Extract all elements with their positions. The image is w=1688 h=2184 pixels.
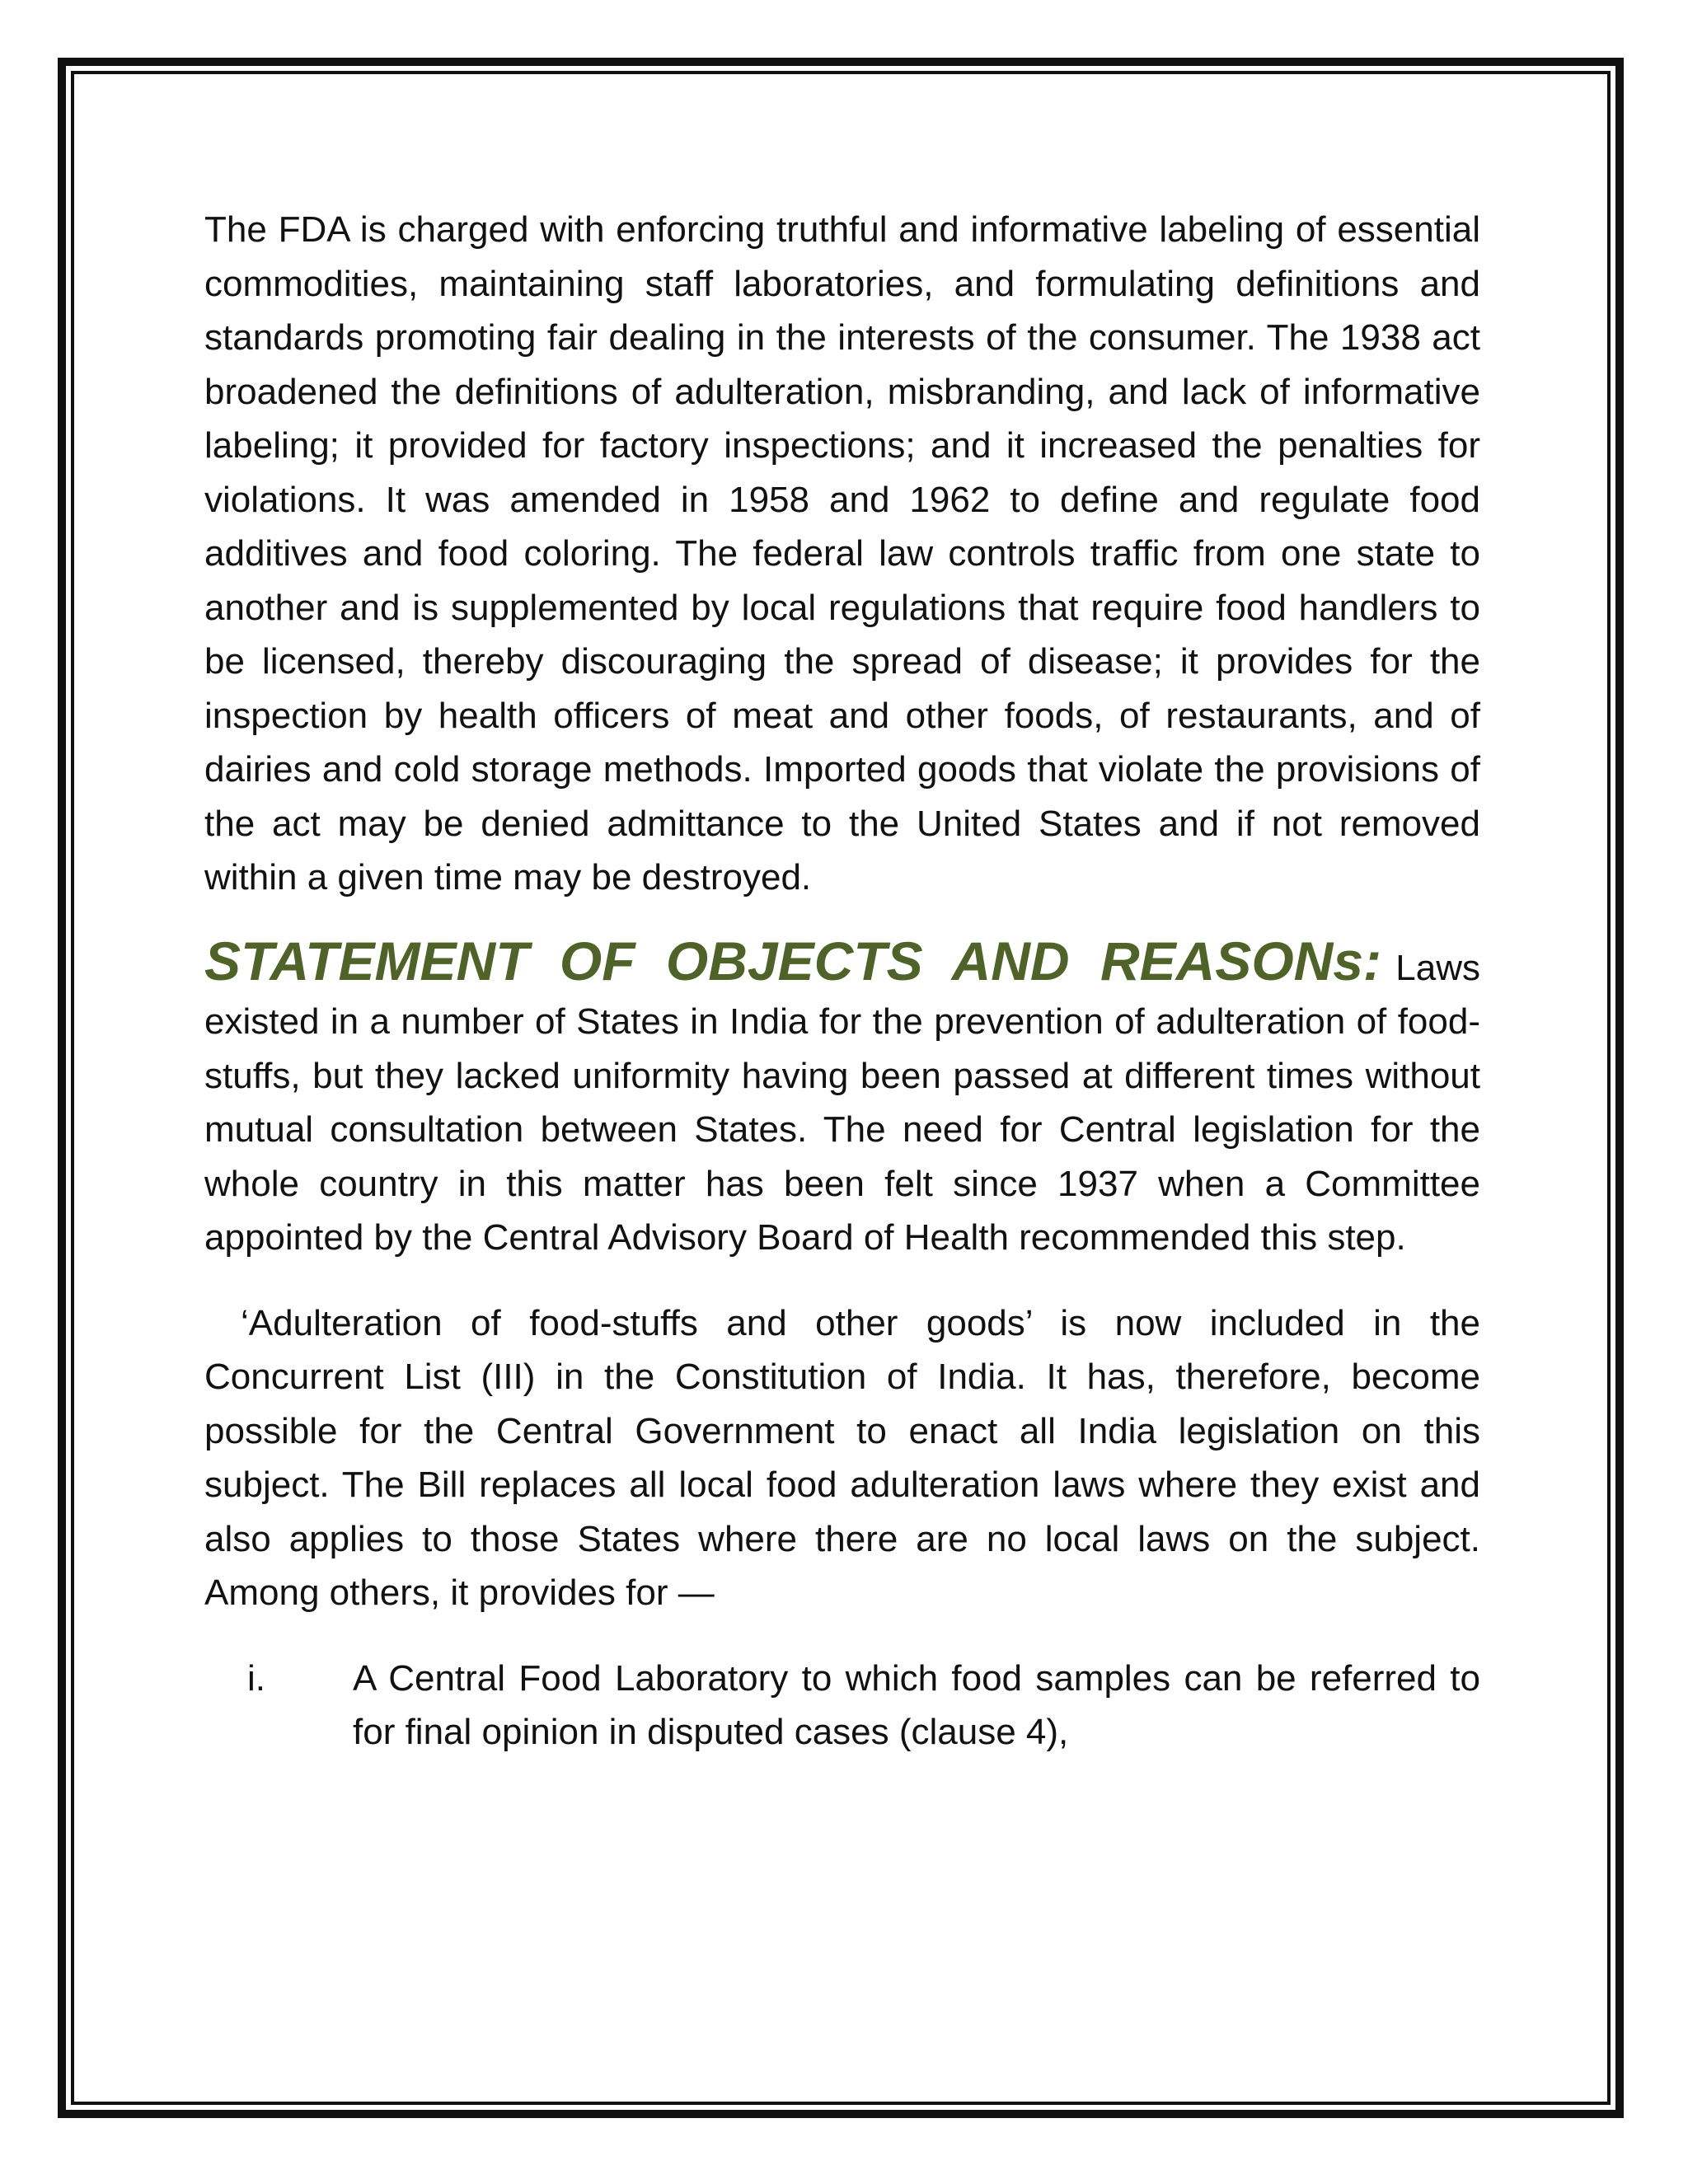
- paragraph-fda-labeling: The FDA is charged with enforcing truthful and informative labeling of essential commodities, maintaining staff laboratories, and formulating definitions and standards promoting fair dealing in the interests of the consumer. The 1938 act broadened the definitions of adulteration, misbranding, and lack of informative labeling; it provided for factory inspections; and it increased the penalties for violations. It was amended in 1958 and 1962 to define and regulate food additives and food coloring. The federal law controls traffic from one state to another and is supplemented by local regulations that require food handlers to be licensed, thereby discouraging the spread of disease; it provides for the inspection by health officers of meat and other foods, of restaurants, and of dairies and cold storage methods. Imported goods that violate the provisions of the act may be denied admittance to the United States and if not removed within a given time may be destroyed.: [204, 209, 1480, 898]
- paragraph-concurrent-list: ‘Adulteration of food-stuffs and other goods’ is now included in the Concurrent List (III) in the Constitution of India. It has, therefore, become possible for the Central Government to enact all India legislation on this subject. The Bill replaces all local food adulteration laws where they exist and also applies to those States where there are no local laws on the subject. Among others, it provides for —: [204, 1302, 1480, 1613]
- list-item: [204, 1652, 1480, 1760]
- list-item-text: A Central Food Laboratory to which food samples can be referred to for final opinion in disputed cases (clause 4),: [353, 1657, 1480, 1752]
- section-heading-statement-of-objects: STATEMENT OF OBJECTS AND REASONs:: [204, 930, 1382, 991]
- paragraph-statement-text: Laws existed in a number of States in India for the prevention of adulteration of food- stuffs, but they lacked uniformity having been passed at different times without mutual consultation between States. The need for Central legislation for the whole country in this matter has been felt since 1937 when a Committee appointed by the Central Advisory Board of Health recommended this step.: [204, 947, 1480, 1258]
- paragraph-statement-of-objects: [204, 930, 1480, 1265]
- document-body: [204, 203, 1480, 1760]
- provisions-list: [204, 1652, 1480, 1760]
- list-item-marker: i.: [247, 1657, 265, 1699]
